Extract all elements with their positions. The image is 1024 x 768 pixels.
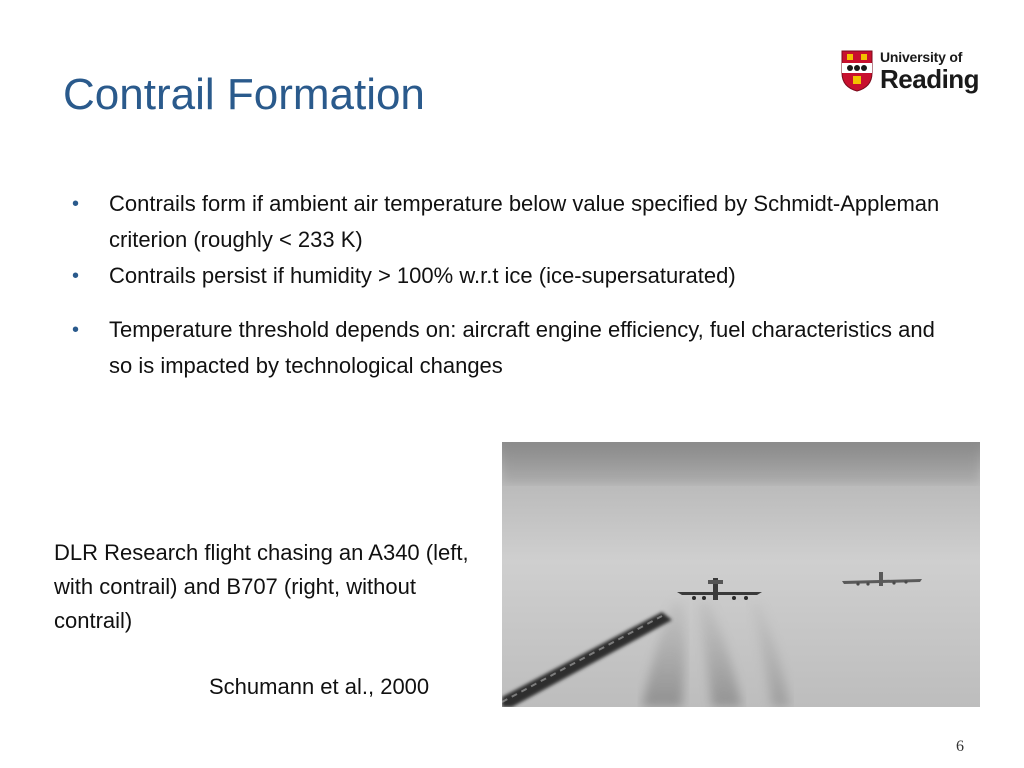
bullet-marker: • — [72, 193, 80, 215]
contrail-photo — [502, 442, 980, 707]
figure-citation: Schumann et al., 2000 — [209, 674, 430, 699]
slide-title: Contrail Formation — [63, 70, 425, 119]
bullet-text: Contrails persist if humidity > 100% w.r.t ice (ice-supersaturated) — [109, 263, 736, 288]
bullet-item — [72, 312, 952, 384]
bullet-marker: • — [72, 319, 80, 341]
logo-line-2: Reading — [880, 64, 980, 94]
crest-icon — [840, 49, 874, 93]
figure-caption: DLR Research flight chasing an A340 (left, with contrail) and B707 (right, without contrail) — [54, 540, 469, 633]
bullet-spacer — [72, 294, 952, 312]
page-number: 6 — [956, 738, 964, 755]
bullet-item — [72, 258, 952, 294]
logo-text — [880, 50, 979, 92]
bullet-list — [72, 186, 952, 384]
logo-line-1: University of — [880, 49, 963, 65]
bullet-item — [72, 186, 952, 258]
university-logo — [840, 46, 980, 96]
bullet-marker: • — [72, 265, 80, 287]
bullet-text: Contrails form if ambient air temperature below value specified by Schmidt-Appleman criterion (roughly < 233 K) — [109, 191, 940, 252]
bullet-text: Temperature threshold depends on: aircraft engine efficiency, fuel characteristics and so is impacted by technological changes — [109, 317, 935, 378]
